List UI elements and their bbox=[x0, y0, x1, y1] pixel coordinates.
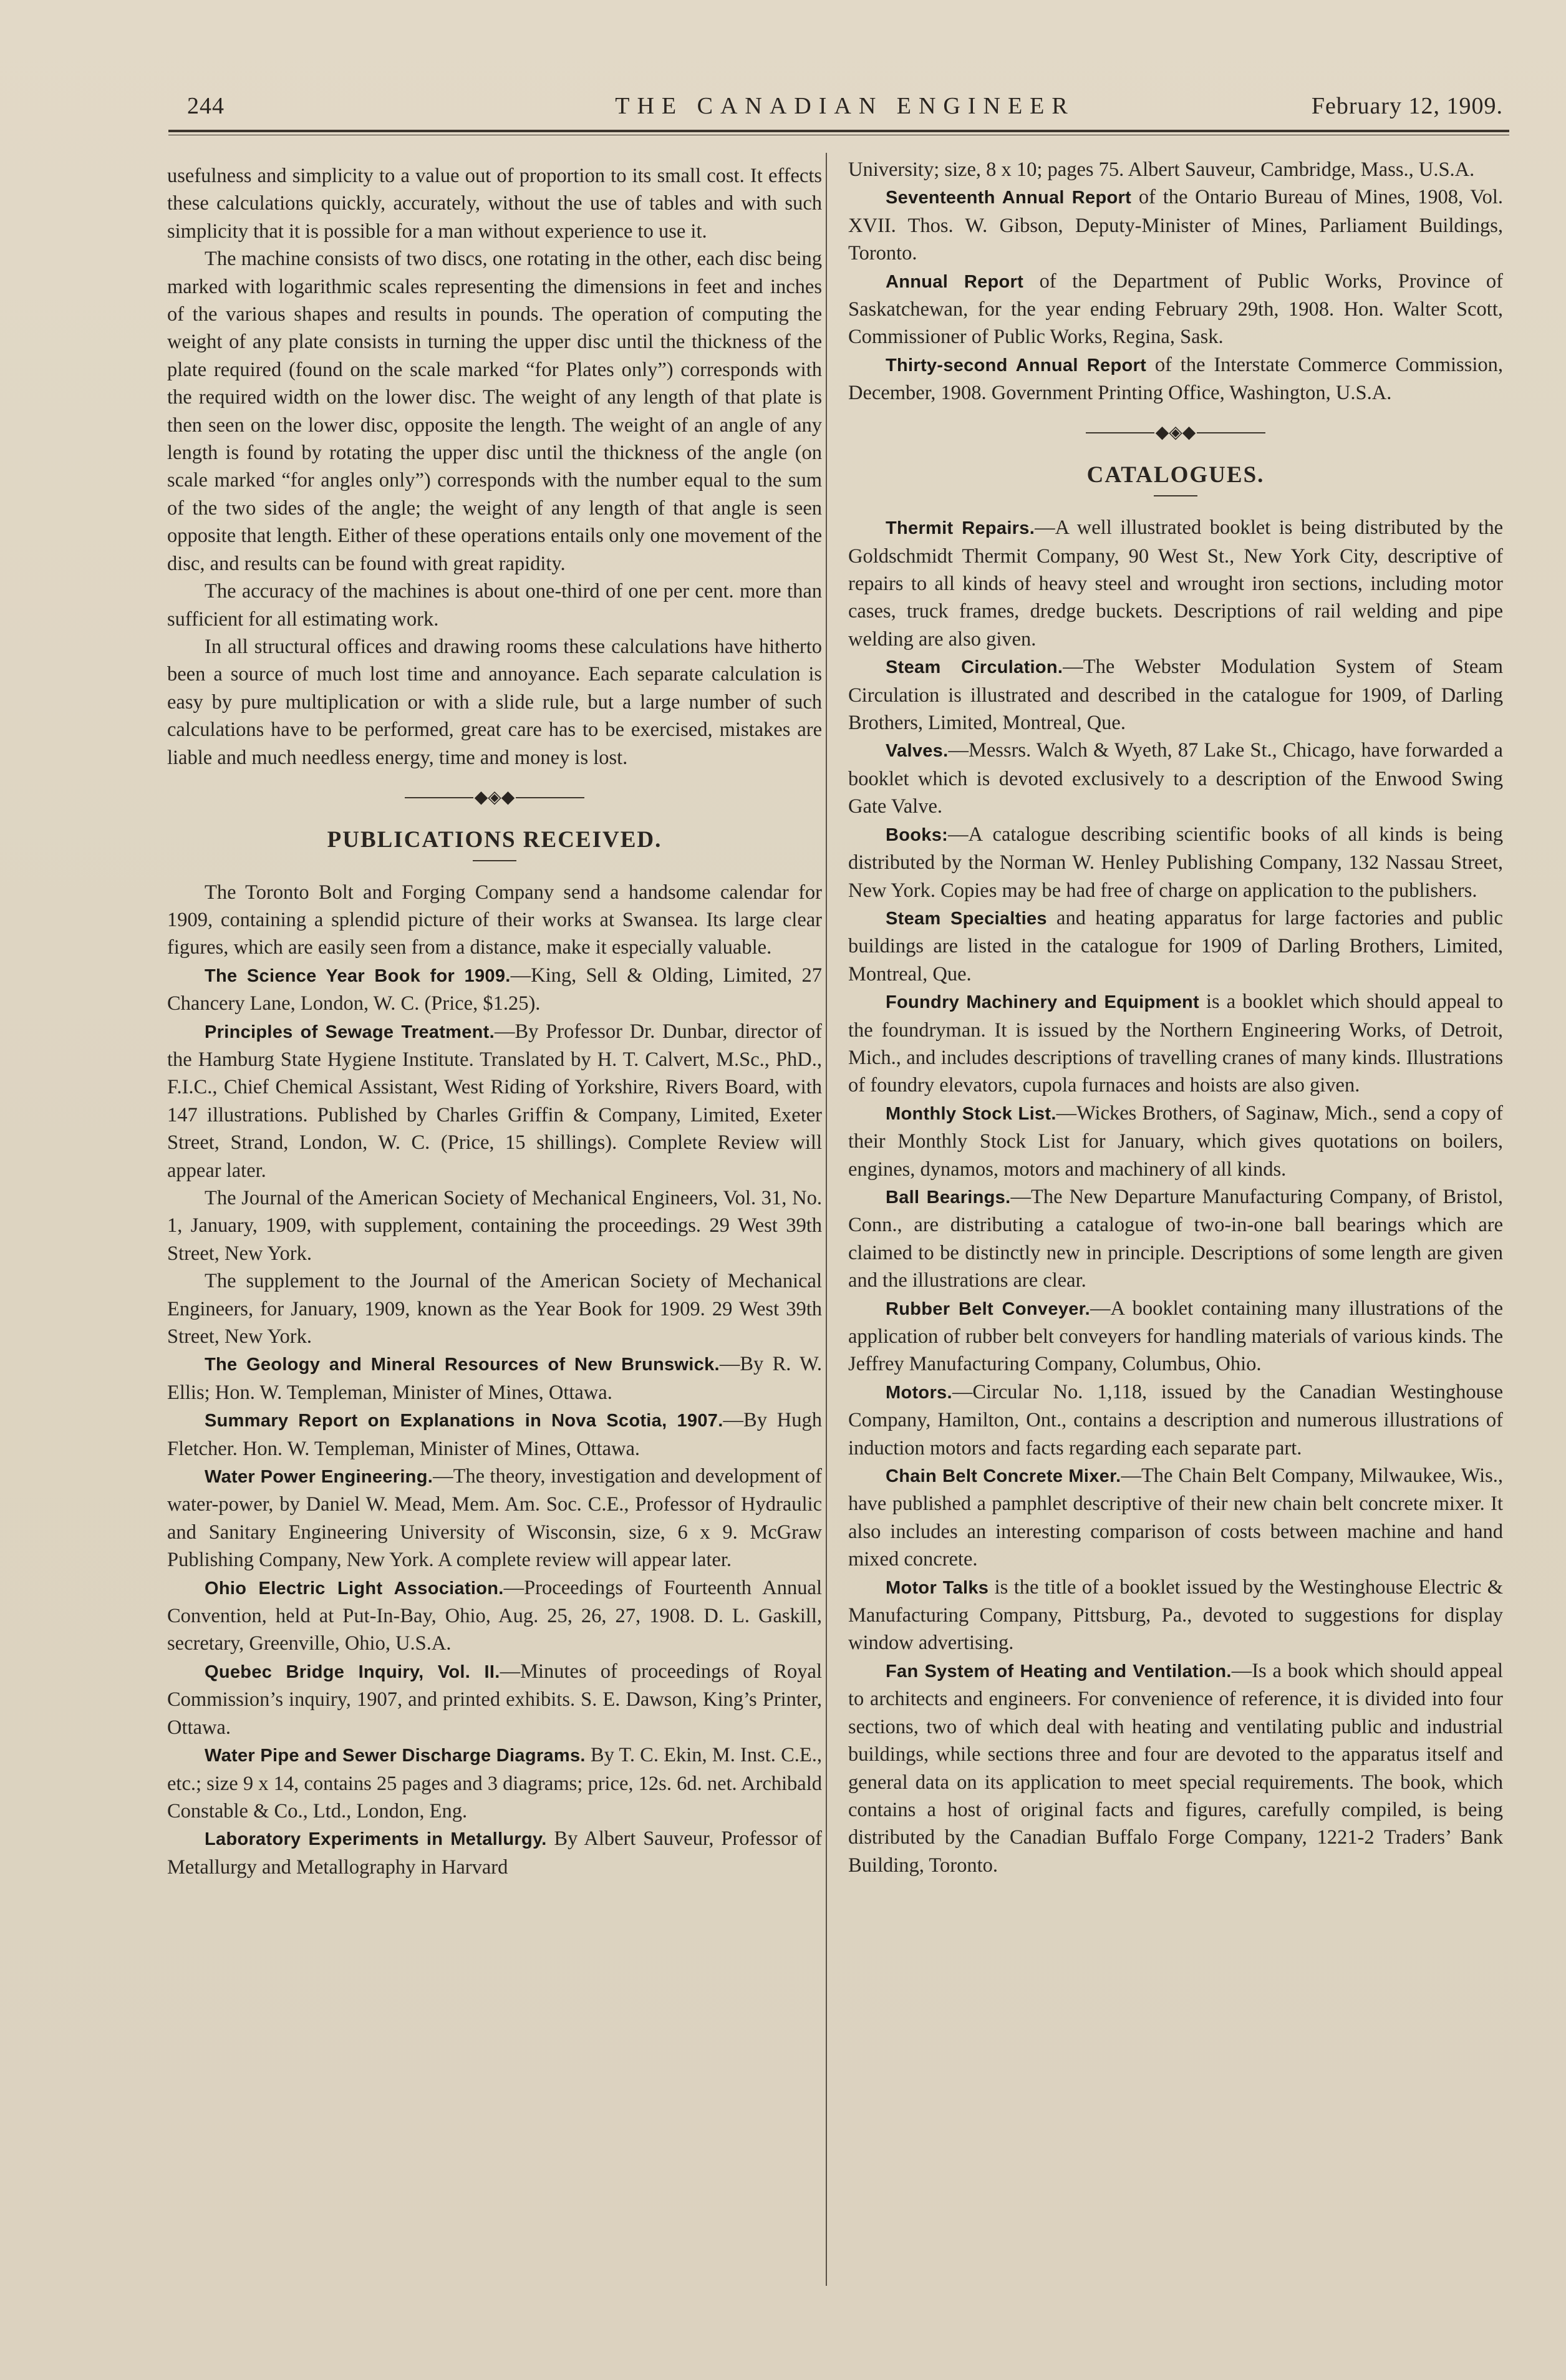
entry-title: Quebec Bridge Inquiry, Vol. II. bbox=[205, 1662, 500, 1682]
publication-entry bbox=[167, 1741, 822, 1825]
catalogue-entry bbox=[848, 988, 1503, 1100]
publication-continuation: University; size, 8 x 10; pages 75. Albert Sauveur, Cambridge, Mass., U.S.A. bbox=[848, 158, 1475, 181]
publication-entry bbox=[167, 1350, 822, 1406]
entry-text: of the Department of Public Works, Province of Saskatchewan, for the year ending February 29th, 1908. Hon. Walter Scott, Commissioner of Public Works, Regina, Sask. bbox=[848, 269, 1504, 349]
entry-title: Steam Specialties bbox=[886, 908, 1047, 929]
right-column bbox=[848, 156, 1503, 1879]
entry-text: —By R. W. Ellis; Hon. W. Templeman, Minister of Mines, Ottawa. bbox=[167, 1353, 822, 1404]
entry-text: —Minutes of proceedings of Royal Commission’s inquiry, 1907, and printed exhibits. S. E. Dawson, King’s Printer, Ottawa. bbox=[167, 1660, 822, 1739]
entry-text: —A catalogue describing scientific books of all kinds is being distributed by the Norman W. Henley Publishing Company, 132 Nassau Street, New York. Copies may be had free of charge on application to the publishers. bbox=[848, 823, 1503, 902]
entry-title: Water Pipe and Sewer Discharge Diagrams. bbox=[205, 1746, 586, 1766]
entry-text: —Messrs. Walch & Wyeth, 87 Lake St., Chicago, have forwarded a booklet which is devoted exclusively to a description of the Enwood Swing Gate Valve. bbox=[848, 739, 1503, 818]
catalogue-entry bbox=[848, 1183, 1503, 1295]
entry-title: Motors. bbox=[886, 1382, 952, 1403]
entry-text: and heating apparatus for large factories and public buildings are listed in the catalogue for 1909 of Darling Brothers, Limited, Montreal, Que. bbox=[848, 906, 1503, 985]
entry-text: The Journal of the American Society of Mechanical Engineers, Vol. 31, No. 1, January, 1909, with supplement, containing the proceedings. 29 West 39th Street, New York. bbox=[167, 1186, 822, 1265]
entry-text: —By Professor Dr. Dunbar, director of the Hamburg State Hygiene Institute. Translated by H. T. Calvert, M.Sc., PhD., F.I.C., Chief Chemical Assistant, West Riding of Yorkshire, Rivers Board, with 147 illustrations. Published by Charles Griffin & Company, Limited, Exeter Street, Strand, London, W. C. (Price, 15 shillings). Complete Review will appear later. bbox=[167, 1020, 822, 1182]
entry-text: —The Webster Modulation System of Steam Circulation is illustrated and described in the catalogue for 1909, of Darling Brothers, Limited, Montreal, Que. bbox=[848, 655, 1503, 735]
entry-text: is a booklet which should appeal to the foundryman. It is issued by the Northern Engineering Works, of Detroit, Mich., and includes descriptions of travelling cranes of many kinds. Illustrations of foundry elevators, cupola furnaces and hoists are also given. bbox=[848, 990, 1503, 1097]
catalogue-entry bbox=[848, 904, 1503, 988]
entry-title: Steam Circulation. bbox=[886, 657, 1063, 678]
entry-title: Summary Report on Explanations in Nova Scotia, 1907. bbox=[205, 1411, 723, 1431]
heading-rule bbox=[1154, 495, 1197, 496]
entry-title: Fan System of Heating and Ventilation. bbox=[886, 1661, 1232, 1681]
entry-title: Foundry Machinery and Equipment bbox=[886, 992, 1199, 1013]
entry-title: Annual Report bbox=[886, 271, 1024, 292]
entry-text: —Circular No. 1,118, issued by the Canadian Westinghouse Company, Hamilton, Ont., contains a description and numerous illustrations of induction motors and facts regarding each separate part. bbox=[848, 1380, 1503, 1459]
entry-text: —A well illustrated booklet is being distributed by the Goldschmidt Thermit Company, 90 West St., New York City, descriptive of repairs to all kinds of heavy steel and wrought iron sections, including motor cases, truck frames, dredge buckets. Descriptions of rail welding and pipe welding are also given. bbox=[848, 516, 1503, 651]
publication-entry bbox=[167, 1018, 822, 1184]
catalogue-entry bbox=[848, 1462, 1503, 1574]
publications-heading: PUBLICATIONS RECEIVED. bbox=[327, 826, 662, 853]
entry-title: Motor Talks bbox=[886, 1577, 989, 1598]
publication-entry bbox=[167, 1267, 822, 1350]
entry-title: The Geology and Mineral Resources of New Brunswick. bbox=[205, 1355, 720, 1375]
entry-title: Seventeenth Annual Report bbox=[886, 188, 1132, 208]
entry-text: —By Hugh Fletcher. Hon. W. Templeman, Minister of Mines, Ottawa. bbox=[167, 1409, 822, 1460]
catalogue-entry bbox=[848, 1378, 1503, 1462]
entry-title: Ball Bearings. bbox=[886, 1187, 1011, 1207]
catalogue-entry bbox=[848, 1574, 1503, 1657]
article-paragraph: The accuracy of the machines is about one-third of one per cent. more than sufficient for all estimating work. bbox=[167, 580, 822, 631]
publications-intro: The Toronto Bolt and Forging Company send a handsome calendar for 1909, containing a splendid picture of their works at Swansea. Its large clear figures, which are easily seen from a distance, make it especially valuable. bbox=[167, 881, 822, 959]
catalogue-entry bbox=[848, 821, 1503, 904]
publication-entry bbox=[167, 1574, 822, 1658]
entry-title: Laboratory Experiments in Metallurgy. bbox=[205, 1829, 547, 1850]
left-column bbox=[167, 162, 822, 1881]
entry-title: The Science Year Book for 1909. bbox=[205, 965, 511, 986]
publication-entry bbox=[167, 962, 822, 1018]
entry-text: is the title of a booklet issued by the Westinghouse Electric & Manufacturing Company, Pittsburg, Pa., devoted to suggestions for display window advertising. bbox=[848, 1575, 1504, 1655]
entry-text: By Albert Sauveur, Professor of Metallurgy and Metallography in Harvard bbox=[167, 1827, 822, 1879]
article-paragraph: In all structural offices and drawing rooms these calculations have hitherto been a source of much lost time and annoyance. Each separate calculation is easy by pure multiplication or with a slide rule, but a large number of such calculations have to be performed, great care has to be exercised, mistakes are liable and much needless energy, time and money is lost. bbox=[167, 635, 822, 769]
entry-title: Principles of Sewage Treatment. bbox=[205, 1022, 495, 1042]
publication-entry bbox=[848, 183, 1503, 267]
entry-text: —A booklet containing many illustrations of the application of rubber belt conveyers for handling materials of various kinds. The Jeffrey Manufacturing Company, Columbus, Ohio. bbox=[848, 1297, 1503, 1376]
entry-text: The supplement to the Journal of the American Society of Mechanical Engineers, for January, 1909, known as the Year Book for 1909. 29 West 39th Street, New York. bbox=[167, 1270, 822, 1348]
article-paragraph: The machine consists of two discs, one rotating in the other, each disc being marked with logarithmic scales representing the dimensions in feet and inches of the various shapes and results in pounds. The operation of computing the weight of any plate consists in turning the upper disc until the thickness of the plate required (found on the scale marked “for Plates only”) corresponds with the required width on the lower disc. The weight of any length of that plate is then seen on the lower disc, opposite the length. The weight of an angle of any length is found by rotating the upper disc until the thickness of the angle (on scale marked “for angles only”) corresponds with the number equal to the sum of the two sides of the angle; the weight of any length of that angle is seen opposite that length. Either of these operations entails only one movement of the disc, and results can be found with great rapidity. bbox=[167, 248, 822, 575]
header-rule bbox=[168, 130, 1509, 132]
publication-entry bbox=[167, 1658, 822, 1741]
entry-text: —King, Sell & Olding, Limited, 27 Chancery Lane, London, W. C. (Price, $1.25). bbox=[167, 964, 822, 1015]
entry-text: of the Interstate Commerce Commission, December, 1908. Government Printing Office, Washington, U.S.A. bbox=[848, 353, 1503, 405]
entry-text: —The Chain Belt Company, Milwaukee, Wis., have published a pamphlet descriptive of their new chain belt concrete mixer. It also includes an interesting comparison of costs between machine and hand mixed concrete. bbox=[848, 1464, 1503, 1571]
publication-entry bbox=[167, 1406, 822, 1463]
catalogue-entry bbox=[848, 514, 1503, 653]
entry-title: Ohio Electric Light Association. bbox=[205, 1578, 504, 1599]
section-ornament: ◆◈◆ bbox=[167, 784, 822, 810]
publication-entry bbox=[848, 268, 1503, 351]
column-divider bbox=[826, 153, 827, 2286]
catalogue-entry bbox=[848, 1100, 1503, 1183]
section-ornament: ◆◈◆ bbox=[848, 420, 1503, 446]
entry-text: —Is a book which should appeal to architects and engineers. For convenience of reference, it is divided into four sections, two of which deal with heating and ventilating public and industrial buildings, while sections three and four are devoted to the apparatus itself and general data on its application to meet special requirements. The book, which contains a host of original facts and figures, carefully compiled, is being distributed by the Canadian Buffalo Forge Company, 1221-2 Traders’ Bank Building, Toronto. bbox=[848, 1659, 1503, 1877]
catalogue-entry bbox=[848, 737, 1503, 820]
entry-title: Thermit Repairs. bbox=[886, 518, 1035, 539]
entry-title: Monthly Stock List. bbox=[886, 1103, 1056, 1124]
publication-entry bbox=[167, 1463, 822, 1574]
entry-title: Books: bbox=[886, 825, 949, 845]
issue-date: February 12, 1909. bbox=[1311, 93, 1503, 119]
heading-rule bbox=[473, 860, 516, 861]
entry-title: Chain Belt Concrete Mixer. bbox=[886, 1466, 1121, 1487]
journal-title: THE CANADIAN ENGINEER bbox=[615, 93, 1075, 119]
entry-title: Valves. bbox=[886, 741, 949, 762]
entry-title: Rubber Belt Conveyer. bbox=[886, 1299, 1090, 1319]
publication-entry bbox=[167, 1825, 822, 1881]
entry-text: —Wickes Brothers, of Saginaw, Mich., send a copy of their Monthly Stock List for January, which gives quotations on boilers, engines, dynamos, motors and machinery of all kinds. bbox=[848, 1101, 1503, 1181]
catalogue-entry bbox=[848, 653, 1503, 737]
entry-text: —Proceedings of Fourteenth Annual Convention, held at Put-In-Bay, Ohio, Aug. 25, 26, 27, 1908. D. L. Gaskill, secretary, Greenville, Ohio, U.S.A. bbox=[167, 1576, 822, 1655]
catalogues-heading: CATALOGUES. bbox=[1086, 462, 1265, 488]
page-number: 244 bbox=[187, 93, 225, 119]
entry-title: Thirty-second Annual Report bbox=[886, 355, 1147, 375]
catalogue-entry bbox=[848, 1295, 1503, 1378]
page-header bbox=[187, 92, 1503, 130]
publication-entry bbox=[167, 1184, 822, 1267]
entry-text: —The theory, investigation and development of water-power, by Daniel W. Mead, Mem. Am. Soc. C.E., Professor of Hydraulic and Sanitary Engineering University of Wisconsin, size, 6 x 9. McGraw Publishing Company, New York. A complete review will appear later. bbox=[167, 1465, 822, 1572]
publication-entry bbox=[848, 351, 1503, 407]
catalogue-entry bbox=[848, 1657, 1503, 1879]
article-paragraph: usefulness and simplicity to a value out of proportion to its small cost. It effects these calculations quickly, accurately, without the use of tables and with such simplicity that it is possible for a man without experience to use it. bbox=[167, 165, 822, 243]
entry-text: By T. C. Ekin, M. Inst. C.E., etc.; size 9 x 14, contains 25 pages and 3 diagrams; price, 12s. 6d. net. Archibald Constable & Co., Ltd., London, Eng. bbox=[167, 1744, 822, 1822]
entry-text: —The New Departure Manufacturing Company, of Bristol, Conn., are distributing a catalogue of two-in-one ball bearings which are claimed to be distinctly new in principle. Descriptions of some length are given and the illustrations are clear. bbox=[848, 1185, 1503, 1292]
entry-title: Water Power Engineering. bbox=[205, 1467, 433, 1488]
entry-text: of the Ontario Bureau of Mines, 1908, Vol. XVII. Thos. W. Gibson, Deputy-Minister of Mines, Parliament Buildings, Toronto. bbox=[848, 186, 1503, 265]
